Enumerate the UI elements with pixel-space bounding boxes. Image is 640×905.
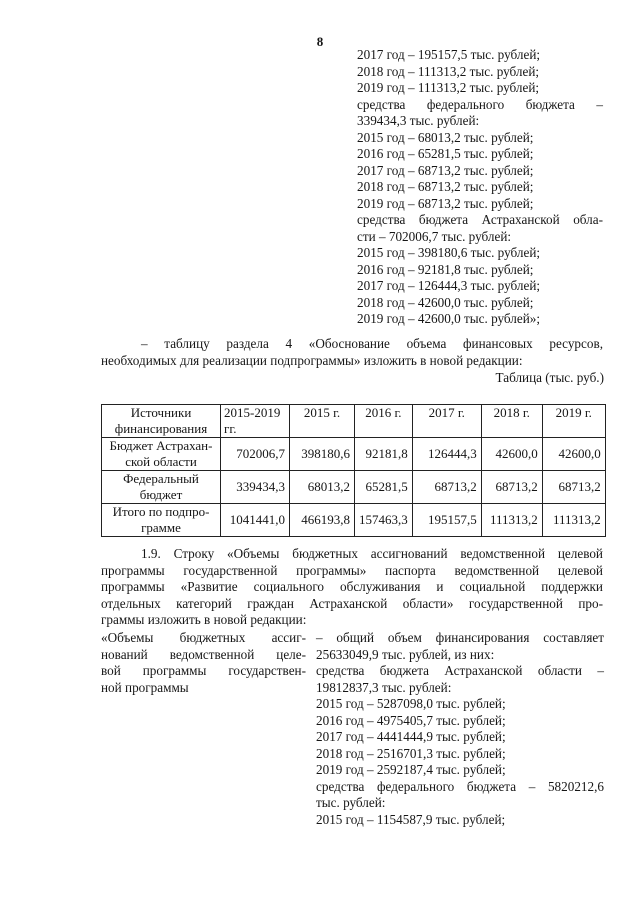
cell-value: 126444,3 <box>412 438 481 471</box>
label-line: ной программы <box>101 679 189 695</box>
cell-value: 339434,3 <box>221 471 290 504</box>
cell-value: 466193,8 <box>290 504 355 537</box>
value-line: средства федерального бюджета – 5820212,6 <box>316 778 604 794</box>
item-line: граммы изложить в новой редакции: <box>101 612 307 627</box>
item-line: программы «Развитие социального обслуживания и социальной поддержки <box>101 579 603 594</box>
cell-value: 68713,2 <box>412 471 481 504</box>
funding-line: 2017 год – 195157,5 тыс. рублей; <box>357 47 541 62</box>
header-year: 2018 г. <box>481 405 542 438</box>
header-source-line: финансирования <box>114 421 208 436</box>
row-source-line: ской области <box>125 454 197 469</box>
header-year: 2017 г. <box>412 405 481 438</box>
cell-value: 1041441,0 <box>221 504 290 537</box>
cell-value: 195157,5 <box>412 504 481 537</box>
table-intro-paragraph <box>101 336 603 369</box>
table-row <box>102 504 606 537</box>
value-line: 2015 год – 1154587,9 тыс. рублей; <box>316 811 506 827</box>
item-line: 1.9. Строку «Объемы бюджетных ассигнований ведомственной целевой <box>141 546 603 561</box>
cell-value: 68013,2 <box>290 471 355 504</box>
value-line: 19812837,3 тыс. рублей: <box>316 679 452 695</box>
funding-line: 2018 год – 68713,2 тыс. рублей; <box>357 179 534 194</box>
row-source-line: бюджет <box>139 487 183 502</box>
row-source-line: Бюджет Астрахан- <box>109 438 213 453</box>
cell-value: 111313,2 <box>542 504 605 537</box>
funding-line: 2015 год – 398180,6 тыс. рублей; <box>357 245 541 260</box>
header-source <box>102 405 221 438</box>
funding-line: средства бюджета Астраханской обла- <box>357 212 603 227</box>
value-line: 2019 год – 2592187,4 тыс. рублей; <box>316 762 506 777</box>
cell-value: 702006,7 <box>221 438 290 471</box>
row-source <box>102 471 221 504</box>
value-line: 2015 год – 5287098,0 тыс. рублей; <box>316 696 506 711</box>
cell-value: 65281,5 <box>355 471 413 504</box>
funding-line: 2015 год – 68013,2 тыс. рублей; <box>357 129 534 145</box>
label-line: «Объемы бюджетных ассиг- <box>101 630 306 645</box>
funding-line: 2019 год – 68713,2 тыс. рублей; <box>357 195 534 211</box>
funding-line: сти – 702006,7 тыс. рублей: <box>357 228 512 244</box>
page-number: 8 <box>316 34 324 49</box>
passport-row-label <box>101 630 306 696</box>
header-year: 2015 г. <box>290 405 355 438</box>
passport-row-value <box>316 630 604 828</box>
header-source-line: Источники <box>130 405 192 420</box>
table-row <box>102 471 606 504</box>
funding-continuation-block <box>357 47 603 328</box>
cell-value: 42600,0 <box>542 438 605 471</box>
table-caption: Таблица (тыс. руб.) <box>495 370 604 385</box>
funding-line: 2017 год – 126444,3 тыс. рублей; <box>357 278 541 293</box>
intro-line: – таблицу раздела 4 «Обоснование объема финансовых ресурсов, <box>141 336 603 351</box>
item-line: программы государственной программы» паспорта ведомственной целевой <box>101 562 603 578</box>
funding-line: средства федерального бюджета – <box>357 96 603 112</box>
funding-line: 2018 год – 42600,0 тыс. рублей; <box>357 294 534 310</box>
financing-table <box>101 404 606 537</box>
funding-line: 2018 год – 111313,2 тыс. рублей; <box>357 63 540 79</box>
table-row <box>102 438 606 471</box>
value-line: 2017 год – 4441444,9 тыс. рублей; <box>316 729 506 744</box>
row-source <box>102 438 221 471</box>
cell-value: 398180,6 <box>290 438 355 471</box>
value-line: 2018 год – 2516701,3 тыс. рублей; <box>316 745 506 761</box>
label-line: нований ведомственной целе- <box>101 646 306 662</box>
funding-line: 2017 год – 68713,2 тыс. рублей; <box>357 162 534 178</box>
row-source-line: Итого по подпро- <box>112 504 210 519</box>
cell-value: 157463,3 <box>355 504 413 537</box>
item-line: отдельных категорий граждан Астраханской области» государственной про- <box>101 595 603 611</box>
funding-line: 2016 год – 65281,5 тыс. рублей; <box>357 146 534 161</box>
value-line: 2016 год – 4975405,7 тыс. рублей; <box>316 712 506 728</box>
cell-value: 42600,0 <box>481 438 542 471</box>
header-period <box>221 405 290 438</box>
header-year: 2019 г. <box>542 405 605 438</box>
header-year: 2016 г. <box>355 405 413 438</box>
value-line: тыс. рублей: <box>316 795 386 810</box>
cell-value: 92181,8 <box>355 438 413 471</box>
value-line: – общий объем финансирования составляет <box>316 630 604 645</box>
item-1-9-paragraph <box>101 546 603 629</box>
cell-value: 68713,2 <box>542 471 605 504</box>
cell-value: 68713,2 <box>481 471 542 504</box>
value-line: средства бюджета Астраханской области – <box>316 663 604 678</box>
cell-value: 111313,2 <box>481 504 542 537</box>
label-line: вой программы государствен- <box>101 663 306 678</box>
funding-line: 2016 год – 92181,8 тыс. рублей; <box>357 261 534 277</box>
funding-line: 339434,3 тыс. рублей: <box>357 113 480 128</box>
funding-line: 2019 год – 111313,2 тыс. рублей; <box>357 80 540 95</box>
table-header-row <box>102 405 606 438</box>
row-source <box>102 504 221 537</box>
row-source-line: грамме <box>141 520 181 535</box>
funding-line: 2019 год – 42600,0 тыс. рублей»; <box>357 311 541 326</box>
value-line: 25633049,9 тыс. рублей, из них: <box>316 646 495 662</box>
intro-line: необходимых для реализации подпрограммы» изложить в новой редакции: <box>101 352 523 368</box>
header-period-line: 2015-2019 <box>224 405 281 420</box>
row-source-line: Федеральный <box>123 471 199 486</box>
header-period-line: гг. <box>224 421 237 436</box>
